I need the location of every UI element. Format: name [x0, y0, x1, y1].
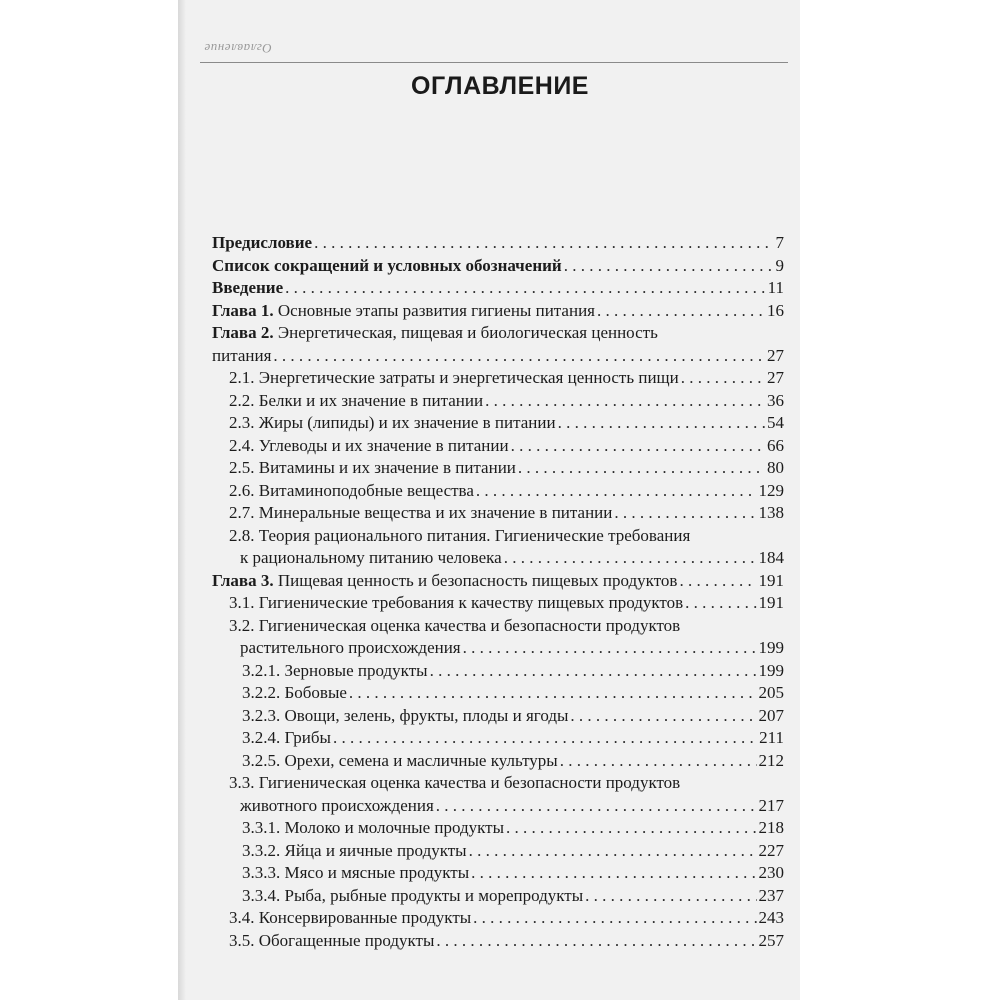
toc-entry-section-2-2	[212, 390, 784, 413]
toc-entry-section-2-7	[212, 502, 784, 525]
toc-entry-title: 2.2. Белки и их значение в питании	[229, 390, 484, 410]
toc-entry-title: 2.1. Энергетические затраты и энергетическая ценность пищи	[229, 368, 679, 387]
toc-entry-title: 2.4. Углеводы и их значение в питании	[229, 435, 509, 455]
chapter-label: Глава 1.	[212, 300, 274, 320]
page-gutter-shadow	[178, 0, 186, 1000]
toc-entry-section-2-6	[212, 480, 784, 503]
dot-leader	[558, 412, 765, 435]
toc-entry-section-3-2-3	[212, 705, 784, 728]
toc-entry-section-2-5	[212, 457, 784, 480]
toc-entry-title: 3.3.3. Мясо и мясные продукты	[242, 863, 470, 882]
table-of-contents	[212, 232, 784, 952]
toc-entry-section-3-2-4	[212, 727, 784, 750]
toc-entry-title: 2.5. Витамины и их значение в питании	[229, 458, 516, 477]
dot-leader	[285, 277, 766, 300]
toc-page-number: 257	[758, 930, 784, 950]
toc-entry-title: 3.4. Консервированные продукты	[229, 908, 472, 927]
toc-page-number: 36	[767, 390, 784, 410]
toc-entry-preface	[212, 232, 784, 255]
toc-entry-section-3-3-1	[212, 817, 784, 840]
dot-leader	[430, 660, 757, 683]
dot-leader	[473, 907, 756, 930]
toc-page-number: 129	[758, 480, 784, 500]
dot-leader	[349, 682, 757, 705]
chapter-title: Энергетическая, пищевая и биологическая ценность	[277, 323, 658, 342]
toc-page-number: 138	[758, 503, 784, 522]
toc-page-number: 237	[758, 885, 784, 905]
toc-page-number: 227	[758, 840, 784, 860]
dot-leader	[485, 390, 765, 413]
toc-entry-section-2-8	[212, 525, 784, 548]
dot-leader	[333, 727, 757, 750]
toc-entry-section-2-8-cont	[212, 547, 784, 570]
toc-page-number: 212	[758, 750, 784, 770]
toc-entry-title: 2.3. Жиры (липиды) и их значение в питании	[229, 413, 556, 432]
dot-leader	[681, 367, 765, 390]
toc-page-number: 218	[758, 818, 784, 837]
dot-leader	[469, 840, 757, 863]
toc-page-number: 27	[767, 368, 784, 387]
toc-entry-section-3-4	[212, 907, 784, 930]
dot-leader	[614, 502, 756, 525]
toc-entry-section-3-3	[212, 772, 784, 795]
dot-leader	[314, 232, 773, 255]
toc-entry-section-3-2-5	[212, 750, 784, 773]
dot-leader	[436, 930, 756, 953]
toc-entry-section-3-1	[212, 592, 784, 615]
dot-leader	[679, 570, 756, 593]
toc-entry-title: 3.2.1. Зерновые продукты	[242, 660, 428, 680]
toc-entry-title	[212, 570, 677, 593]
dot-leader	[476, 480, 757, 503]
chapter-title: Пищевая ценность и безопасность пищевых продуктов	[277, 570, 678, 590]
dot-leader	[570, 705, 756, 728]
dot-leader	[585, 885, 756, 908]
toc-entry-title-cont: растительного происхождения	[240, 638, 461, 657]
dot-leader	[463, 637, 757, 660]
toc-entry-title: 3.2.4. Грибы	[242, 728, 331, 747]
header-rule	[200, 62, 788, 63]
toc-entry-section-2-3	[212, 412, 784, 435]
toc-page-number: 16	[767, 300, 784, 320]
toc-entry-title: 3.2.3. Овощи, зелень, фрукты, плоды и ягоды	[242, 705, 569, 725]
toc-entry-title: 3.2. Гигиеническая оценка качества и безопасности продуктов	[229, 615, 681, 635]
toc-page-number: 191	[758, 570, 784, 590]
chapter-title: Основные этапы развития гигиены питания	[277, 300, 595, 320]
dot-leader	[560, 750, 757, 773]
toc-entry-title: Предисловие	[212, 233, 313, 252]
toc-entry-abbreviations	[212, 255, 784, 278]
toc-entry-title: 3.3.4. Рыба, рыбные продукты и морепродукты	[242, 885, 584, 905]
toc-entry-section-3-3-2	[212, 840, 784, 863]
toc-entry-title: 3.3.1. Молоко и молочные продукты	[242, 818, 505, 837]
toc-entry-title: Список сокращений и условных обозначений	[212, 255, 562, 275]
toc-entry-title: 3.3. Гигиеническая оценка качества и безопасности продуктов	[229, 773, 681, 792]
dot-leader	[504, 547, 757, 570]
dot-leader	[518, 457, 765, 480]
toc-entry-section-3-2-2	[212, 682, 784, 705]
toc-entry-title: 3.5. Обогащенные продукты	[229, 930, 435, 950]
toc-page-number: 205	[758, 683, 784, 702]
toc-page-number: 199	[758, 638, 784, 657]
toc-page-number: 7	[775, 233, 784, 252]
dot-leader	[506, 817, 756, 840]
toc-entry-introduction	[212, 277, 784, 300]
toc-entry-section-3-3-3	[212, 862, 784, 885]
toc-page-number: 191	[758, 593, 784, 612]
chapter-title-cont: питания	[212, 345, 272, 365]
dot-leader	[273, 345, 765, 368]
toc-entry-section-3-2-1	[212, 660, 784, 683]
dot-leader	[511, 435, 765, 458]
toc-page-number: 54	[767, 413, 784, 432]
toc-page-number: 243	[758, 908, 784, 927]
toc-page-number: 9	[775, 255, 784, 275]
chapter-label: Глава 3.	[212, 570, 274, 590]
toc-entry-title: 3.3.2. Яйца и яичные продукты	[242, 840, 467, 860]
toc-entry-title: 2.6. Витаминоподобные вещества	[229, 480, 474, 500]
toc-entry-section-3-3-4	[212, 885, 784, 908]
page-title: ОГЛАВЛЕНИЕ	[411, 72, 589, 100]
toc-entry-section-3-3-cont	[212, 795, 784, 818]
toc-entry-title: 2.8. Теория рационального питания. Гигиенические требования	[229, 525, 691, 545]
toc-page-number: 80	[767, 458, 784, 477]
toc-page-number: 230	[758, 863, 784, 882]
toc-entry-title-cont: животного происхождения	[240, 795, 434, 815]
dot-leader	[564, 255, 774, 278]
toc-entry-title: 2.7. Минеральные вещества и их значение в питании	[229, 503, 613, 522]
toc-entry-section-2-4	[212, 435, 784, 458]
toc-entry-title-cont: к рациональному питанию человека	[240, 548, 502, 567]
toc-entry-chapter-2	[212, 322, 784, 345]
dot-leader	[436, 795, 757, 818]
toc-page-number: 211	[759, 728, 784, 747]
toc-entry-chapter-2-cont	[212, 345, 784, 368]
toc-entry-chapter-1	[212, 300, 784, 323]
toc-entry-title: 3.2.5. Орехи, семена и масличные культуры	[242, 750, 558, 770]
dot-leader	[597, 300, 765, 323]
toc-entry-title: 3.2.2. Бобовые	[242, 683, 347, 702]
toc-page-number: 11	[767, 278, 784, 297]
toc-entry-title: 3.1. Гигиенические требования к качеству пищевых продуктов	[229, 593, 684, 612]
toc-page-number: 217	[758, 795, 784, 815]
toc-page-number: 207	[758, 705, 784, 725]
chapter-label: Глава 2.	[212, 323, 274, 342]
toc-entry-section-3-2	[212, 615, 784, 638]
toc-page-number: 66	[767, 435, 784, 455]
toc-page-number: 184	[758, 548, 784, 567]
toc-entry-chapter-3	[212, 570, 784, 593]
dot-leader	[685, 592, 756, 615]
toc-entry-title	[212, 300, 595, 323]
toc-entry-section-2-1	[212, 367, 784, 390]
dot-leader	[471, 862, 756, 885]
running-head: Оглавление	[204, 41, 272, 56]
toc-entry-section-3-5	[212, 930, 784, 953]
toc-page-number: 27	[767, 345, 784, 365]
toc-entry-title: Введение	[212, 278, 284, 297]
toc-page-number: 199	[758, 660, 784, 680]
toc-entry-section-3-2-cont	[212, 637, 784, 660]
